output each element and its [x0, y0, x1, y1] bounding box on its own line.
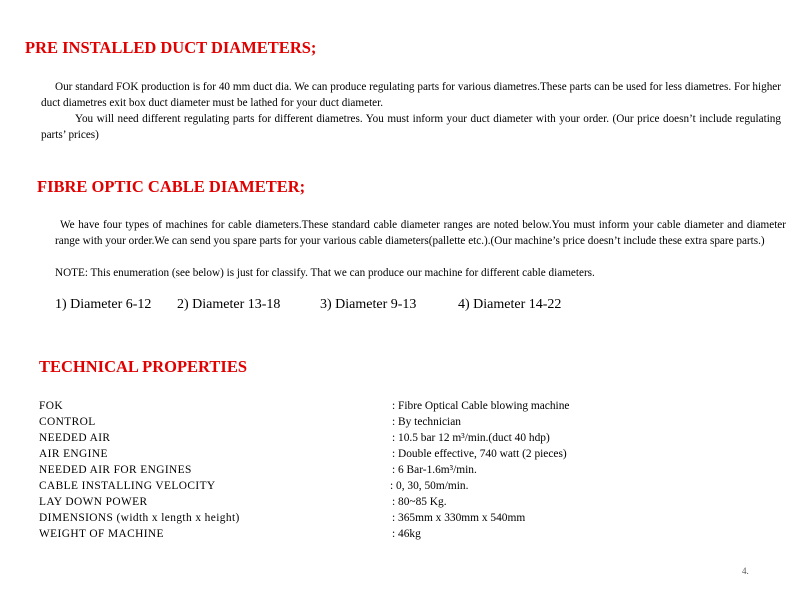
property-key: NEEDED AIR	[39, 432, 111, 444]
section-heading-duct-diameters: PRE INSTALLED DUCT DIAMETERS;	[25, 38, 317, 57]
section-heading-technical-properties: TECHNICAL PROPERTIES	[39, 357, 248, 376]
diameter-item: 4) Diameter 14-22	[458, 297, 562, 312]
property-value: : By technician	[392, 416, 461, 428]
duct-diameters-paragraph: Our standard FOK production is for 40 mm duct dia. We can produce regulating parts for various diametres.These parts can be used for less diametres. For higher duct diametres exit box duct diameter must be lathed for your duct diameter.	[41, 81, 781, 109]
property-key: FOK	[39, 400, 63, 412]
property-value: : 6 Bar-1.6m³/min.	[392, 464, 477, 476]
property-value: : Double effective, 740 watt (2 pieces)	[392, 448, 567, 460]
cable-diameter-paragraph: We have four types of machines for cable diameters.These standard cable diameter ranges are noted below.You must inform your cable diameter and diameter range with your order.We can send you spare parts for your various cable diameters(pallette etc.).(Our machine’s price doesn’t include these extra spare parts.)	[55, 219, 786, 247]
property-key: LAY DOWN POWER	[39, 496, 148, 508]
property-key: CONTROL	[39, 416, 96, 428]
section-heading-cable-diameter: FIBRE OPTIC CABLE DIAMETER;	[37, 177, 306, 196]
cable-diameter-note: NOTE: This enumeration (see below) is just for classify. That we can produce our machine for different cable diameters.	[55, 267, 595, 279]
duct-diameters-note: You will need different regulating parts for different diametres. You must inform your duct diameter with your order. (Our price doesn’t include regulating parts’ prices)	[41, 113, 781, 141]
property-value: : 0, 30, 50m/min.	[390, 480, 469, 492]
diameter-item: 2) Diameter 13-18	[177, 297, 281, 312]
property-value: : Fibre Optical Cable blowing machine	[392, 400, 570, 412]
property-key: CABLE INSTALLING VELOCITY	[39, 480, 216, 492]
property-value: : 10.5 bar 12 m³/min.(duct 40 hdp)	[392, 432, 550, 444]
diameter-item: 3) Diameter 9-13	[320, 297, 417, 312]
property-value: : 80~85 Kg.	[392, 496, 447, 508]
property-key: NEEDED AIR FOR ENGINES	[39, 464, 192, 476]
property-value: : 46kg	[392, 528, 421, 540]
property-key: WEIGHT OF MACHINE	[39, 528, 164, 540]
property-key: AIR ENGINE	[39, 448, 108, 460]
property-value: : 365mm x 330mm x 540mm	[392, 512, 526, 524]
property-key: DIMENSIONS (width x length x height)	[39, 512, 240, 524]
diameter-item: 1) Diameter 6-12	[55, 297, 152, 312]
page-number: 4.	[742, 566, 749, 576]
